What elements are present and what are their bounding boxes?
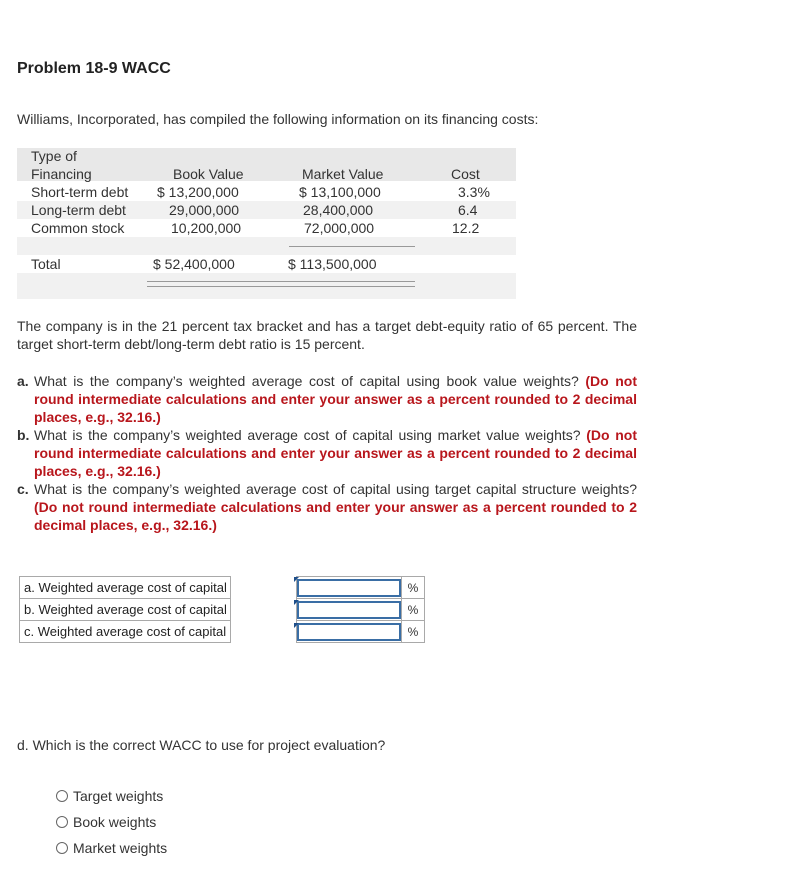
row-book: 29,000,000 bbox=[169, 202, 240, 218]
subtotal-rule bbox=[289, 246, 415, 247]
row-book: 10,200,000 bbox=[171, 220, 242, 236]
answer-label: b. Weighted average cost of capital bbox=[20, 599, 231, 621]
input-marker-icon bbox=[294, 623, 299, 628]
answer-row bbox=[20, 577, 425, 599]
option-label: Target weights bbox=[73, 788, 164, 804]
header-type-line2: Financing bbox=[31, 166, 92, 182]
header-cost: Cost bbox=[451, 166, 480, 182]
answer-row bbox=[20, 621, 425, 643]
question-b bbox=[17, 426, 637, 480]
option-market-weights[interactable] bbox=[56, 840, 167, 856]
row-market: 72,000,000 bbox=[304, 220, 375, 236]
question-d: d. Which is the correct WACC to use for project evaluation? bbox=[17, 737, 386, 753]
header-market-value: Market Value bbox=[302, 166, 384, 182]
question-a bbox=[17, 372, 637, 426]
percent-unit: % bbox=[402, 599, 425, 621]
question-b-text: What is the company’s weighted average cost of capital using market value weights? bbox=[34, 427, 581, 443]
question-b-label: b. bbox=[17, 427, 30, 443]
answer-table bbox=[19, 576, 425, 643]
header-book-value: Book Value bbox=[173, 166, 244, 182]
header-type-line1: Type of bbox=[31, 148, 77, 164]
percent-unit: % bbox=[402, 577, 425, 599]
answer-row bbox=[20, 599, 425, 621]
row-type: Short-term debt bbox=[31, 184, 129, 200]
intro-text: Williams, Incorporated, has compiled the following information on its financing costs: bbox=[17, 111, 539, 127]
option-label: Market weights bbox=[73, 840, 168, 856]
row-cost: 12.2 bbox=[452, 220, 480, 236]
percent-unit: % bbox=[402, 621, 425, 643]
total-book: $ 52,400,000 bbox=[153, 256, 235, 272]
question-c-text: What is the company’s weighted average cost of capital using target capital structure weights? bbox=[34, 481, 637, 497]
option-target-weights[interactable] bbox=[56, 788, 163, 804]
row-type: Long-term debt bbox=[31, 202, 126, 218]
question-a-label: a. bbox=[17, 373, 29, 389]
total-label: Total bbox=[31, 256, 61, 272]
row-book: $ 13,200,000 bbox=[157, 184, 239, 200]
wacc-a-input[interactable] bbox=[297, 579, 401, 597]
row-market: 28,400,000 bbox=[303, 202, 374, 218]
question-c-instruction: (Do not round intermediate calculations and enter your answer as a percent rounded to 2 decimal places, e.g., 32.16.) bbox=[34, 499, 637, 533]
radio-circle-icon[interactable] bbox=[56, 790, 68, 802]
page-title: Problem 18-9 WACC bbox=[17, 60, 171, 77]
wacc-c-input[interactable] bbox=[297, 623, 401, 641]
row-market: $ 13,100,000 bbox=[299, 184, 381, 200]
input-marker-icon bbox=[294, 577, 299, 582]
question-c bbox=[17, 480, 637, 534]
option-book-weights[interactable] bbox=[56, 814, 156, 830]
question-c-label: c. bbox=[17, 481, 29, 497]
answer-label: a. Weighted average cost of capital bbox=[20, 577, 231, 599]
radio-circle-icon[interactable] bbox=[56, 816, 68, 828]
radio-circle-icon[interactable] bbox=[56, 842, 68, 854]
row-cost: 3.3% bbox=[458, 184, 490, 200]
wacc-b-input[interactable] bbox=[297, 601, 401, 619]
option-label: Book weights bbox=[73, 814, 157, 830]
total-double-rule-bottom bbox=[147, 286, 415, 287]
question-a-instruction: (Do not round intermediate calculations and enter your answer as a percent rounded to 2 decimal places, e.g., 32.16.) bbox=[34, 373, 638, 425]
row-cost: 6.4 bbox=[458, 202, 478, 218]
row-type: Common stock bbox=[31, 220, 125, 236]
question-a-text: What is the company’s weighted average cost of capital using book value weights? bbox=[34, 373, 579, 389]
answer-label: c. Weighted average cost of capital bbox=[20, 621, 231, 643]
total-market: $ 113,500,000 bbox=[288, 256, 377, 272]
question-b-instruction: (Do not round intermediate calculations and enter your answer as a percent rounded to 2 decimal places, e.g., 32.16.) bbox=[34, 427, 637, 479]
input-marker-icon bbox=[294, 600, 299, 605]
total-double-rule-top bbox=[147, 281, 415, 282]
problem-paragraph: The company is in the 21 percent tax bracket and has a target debt-equity ratio of 65 percent. The target short-term debt/long-term debt ratio is 15 percent. bbox=[17, 318, 637, 352]
